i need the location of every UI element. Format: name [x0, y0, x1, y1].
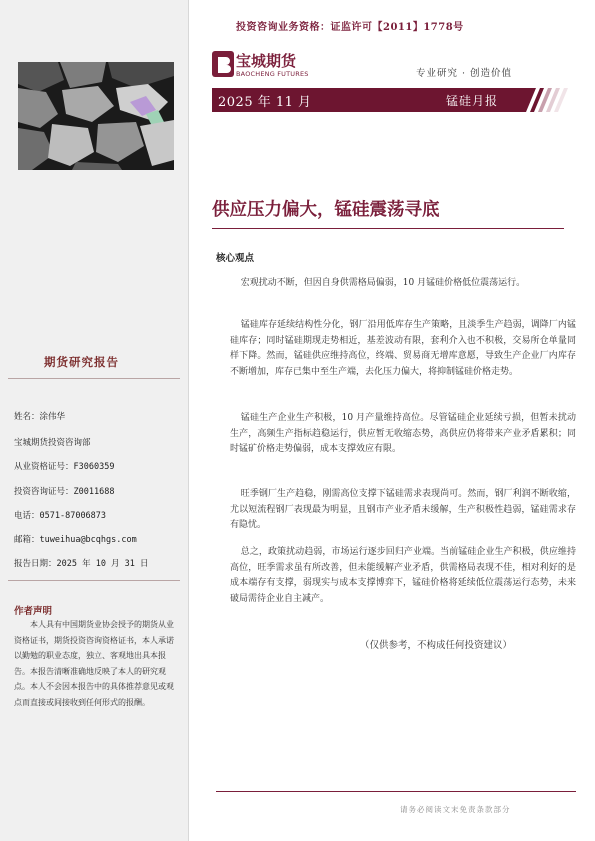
- company-logo-name: 宝城期货: [236, 52, 297, 70]
- sidebar-divider: [188, 0, 189, 841]
- report-date: 报告日期：2025 年 10 月 31 日: [14, 559, 149, 569]
- banner-stripes: [514, 88, 574, 112]
- report-month: 2025 年 11 月: [218, 95, 312, 110]
- slogan: 专业研究 · 创造价值: [416, 68, 513, 79]
- email: 邮箱：tuweihua@bcqhgs.com: [14, 535, 137, 545]
- core-view-title: 核心观点: [216, 253, 255, 264]
- core-paragraph-1: 宏观扰动不断，但因自身供需格局偏弱，10 月锰硅价格低位震荡运行。: [240, 278, 526, 288]
- manganese-ore-photo: [18, 62, 174, 170]
- core-paragraph-3: 锰硅生产企业生产积极，10 月产量维持高位。尽管锰硅企业延续亏损，但暂未扰动生产，高频生产指标趋稳运行，供应暂无收缩态势，高供应仍将带来产业矛盾累积；同时锰矿价格走势偏弱，成本支撑效应有限。: [230, 413, 576, 455]
- author-statement: 本人具有中国期货业协会授予的期货从业资格证书，期货投资咨询资格证书，本人承诺以勤勉的职业态度，独立、客观地出具本报告。本报告清晰准确地反映了本人的研究观点。本人不会因本报告中的具体推荐意见或观点而直接或间接收到任何形式的报酬。: [14, 620, 174, 707]
- sidebar-rule: [8, 378, 180, 379]
- consulting-number: 投资咨询证号：Z0011688: [14, 487, 115, 497]
- company-logo-english: BAOCHENG FUTURES: [236, 70, 309, 78]
- phone: 电话：0571-87006873: [14, 511, 107, 521]
- core-paragraph-5: 总之，政策扰动趋弱，市场运行逐步回归产业端。当前锰硅企业生产积极，供应维持高位，旺季需求虽有所改善，但未能缓解产业矛盾，供需格局表现不佳，相对利好的是成本端存有支撑，弱现实与成本支撑博弈下，锰硅价格将延续低位震荡运行态势，未来破局需待企业自主减产。: [230, 547, 576, 604]
- company-logo-icon: [212, 51, 234, 77]
- headline-rule: [212, 228, 564, 229]
- footer-note: 请务必阅读文末免责条款部分: [400, 805, 511, 814]
- report-category: 期货研究报告: [44, 355, 119, 369]
- core-paragraph-4: 旺季钢厂生产趋稳，刚需高位支撑下锰硅需求表现尚可。然而，钢厂利润不断收缩，尤以短流程钢厂表现最为明显，且钢市产业矛盾未缓解，生产积极性趋弱，锰硅需求存有隐忧。: [230, 489, 576, 531]
- report-headline: 供应压力偏大，锰硅震荡寻底: [212, 200, 440, 220]
- footer-rule: [216, 791, 576, 792]
- analyst-name: 姓名：涂伟华: [14, 412, 66, 422]
- investment-disclaimer: （仅供参考，不构成任何投资建议）: [360, 640, 513, 651]
- report-type: 锰硅月报: [446, 94, 499, 108]
- sidebar-rule: [8, 580, 180, 581]
- department: 宝城期货投资咨询部: [14, 438, 91, 448]
- qualification-number: 从业资格证号：F3060359: [14, 462, 115, 472]
- author-statement-title: 作者声明: [14, 606, 53, 617]
- core-paragraph-2: 锰硅库存延续结构性分化，钢厂沿用低库存生产策略，且淡季生产趋弱，调降厂内锰硅库存；同时锰硅期现走势相近，基差波动有限，套利介入也不积极，交易所仓单量同样下降。然而，锰硅供应维持高位，终端、贸易商无增库意愿，导致生产企业厂内库存不断增加，库存已集中至生产端，去化压力偏大，将抑制锰硅价格走势。: [230, 320, 576, 377]
- certification-text: 投资咨询业务资格：证监许可【2011】1778号: [236, 22, 464, 33]
